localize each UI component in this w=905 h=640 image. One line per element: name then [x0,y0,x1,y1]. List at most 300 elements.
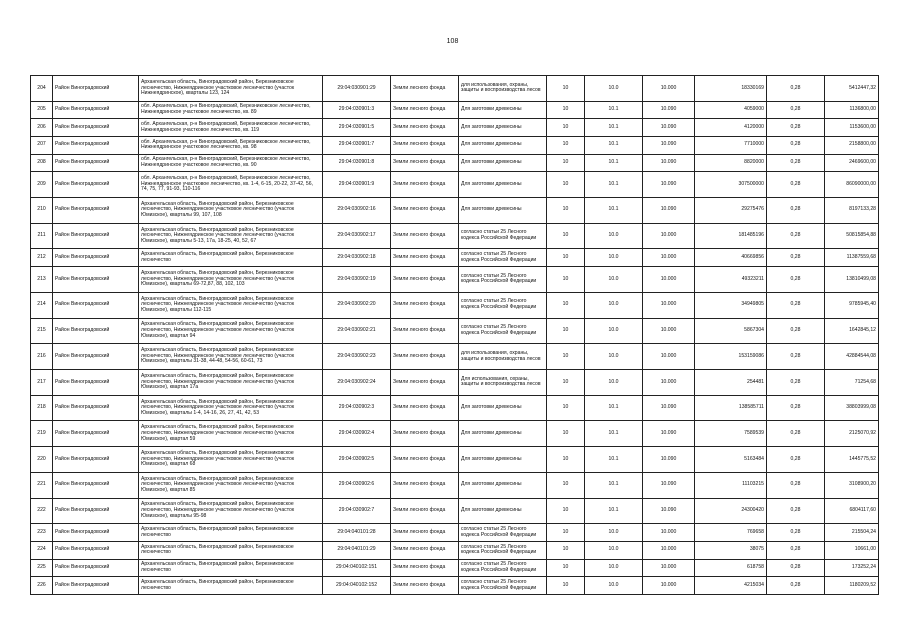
value-a-cell: 10 [547,76,585,102]
land-category-cell: Земли лесного фонда [391,421,459,447]
amount-cell: 6804117,60 [825,498,879,524]
rate-cell: 0,28 [767,172,825,198]
district-cell: Район Виноградовский [53,318,139,344]
value-a-cell: 10 [547,249,585,267]
location-cell: Архангельская область, Виноградовский район, Березниковское лесничество, Нижнеядринское участковое лесничество (участок Юмизское), квартал 17а [139,370,323,396]
amount-cell: 2158800,00 [825,136,879,154]
rate-cell: 0,28 [767,472,825,498]
land-category-cell: Земли лесного фонда [391,447,459,473]
value-b-cell: 10.0 [585,559,643,577]
district-cell: Район Виноградовский [53,119,139,137]
value-a-cell: 10 [547,577,585,595]
value-c-cell: 10.000 [643,318,695,344]
value-b-cell: 10.1 [585,197,643,223]
value-b-cell: 10.0 [585,344,643,370]
area-cell: 769658 [695,524,767,542]
land-category-cell: Земли лесного фонда [391,76,459,102]
value-a-cell: 10 [547,498,585,524]
table-row [31,197,879,223]
land-category-cell: Земли лесного фонда [391,172,459,198]
land-category-cell: Земли лесного фонда [391,395,459,421]
value-b-cell: 10.0 [585,223,643,249]
row-number: 214 [31,292,53,318]
cadastral-number-cell: 29:04:040102:152 [323,577,391,595]
district-cell: Район Виноградовский [53,136,139,154]
cadastral-number-cell: 29:04:030901:9 [323,172,391,198]
area-cell: 7710000 [695,136,767,154]
permitted-use-cell: Для заготовки древесины [459,154,547,172]
table-row [31,136,879,154]
cadastral-number-cell: 29:04:040101:28 [323,524,391,542]
district-cell: Район Виноградовский [53,249,139,267]
land-category-cell: Земли лесного фонда [391,267,459,293]
land-category-cell: Земли лесного фонда [391,318,459,344]
value-a-cell: 10 [547,292,585,318]
value-a-cell: 10 [547,318,585,344]
amount-cell: 50815854,88 [825,223,879,249]
table-row [31,172,879,198]
cadastral-number-cell: 29:04:030901:5 [323,119,391,137]
permitted-use-cell: Для заготовки древесины [459,395,547,421]
rate-cell: 0,28 [767,101,825,119]
permitted-use-cell: Для использования, охраны, защиты и воспроизводства лесов [459,370,547,396]
location-cell: Архангельская область, Виноградовский район, Березниковское лесничество, Нижнеядринское участковое лесничество (участок Юмизское), квартал 94 [139,318,323,344]
rate-cell: 0,28 [767,542,825,560]
permitted-use-cell: Для заготовки древесины [459,197,547,223]
permitted-use-cell: для использования, охраны, защиты и воспроизводства лесов [459,76,547,102]
row-number: 209 [31,172,53,198]
value-b-cell: 10.1 [585,136,643,154]
location-cell: Архангельская область, Виноградовский район, Березниковское лесничество, Нижнеядринское участковое лесничество (участок Юмизское), кварталы 99, 107, 108 [139,197,323,223]
value-b-cell: 10.0 [585,524,643,542]
value-c-cell: 10.090 [643,101,695,119]
cadastral-number-cell: 29:04:040101:29 [323,542,391,560]
value-c-cell: 10.090 [643,154,695,172]
value-b-cell: 10.1 [585,472,643,498]
table-row [31,447,879,473]
area-cell: 138585711 [695,395,767,421]
value-c-cell: 10.090 [643,136,695,154]
land-category-cell: Земли лесного фонда [391,197,459,223]
location-cell: Архангельская область, Виноградовский район, Березниковское лесничество, Нижнеядринское участковое лесничество (участок Юмизское), квартал 59 [139,421,323,447]
row-number: 206 [31,119,53,137]
value-b-cell: 10.0 [585,249,643,267]
cadastral-number-cell: 29:04:030902:21 [323,318,391,344]
row-number: 219 [31,421,53,447]
value-b-cell: 10.1 [585,154,643,172]
value-a-cell: 10 [547,395,585,421]
district-cell: Район Виноградовский [53,76,139,102]
location-cell: Архангельская область, Виноградовский район, Березниковское лесничество, Нижнеядринское участковое лесничество (участок Юмизское), кварталы 1-4, 14-16, 26, 27, 41, 42, 53 [139,395,323,421]
value-b-cell: 10.0 [585,267,643,293]
row-number: 207 [31,136,53,154]
value-c-cell: 10.000 [643,559,695,577]
area-cell: 34949805 [695,292,767,318]
location-cell: Архангельская область, Виноградовский район, Березниковское лесничество [139,249,323,267]
amount-cell: 1180209,52 [825,577,879,595]
area-cell: 618758 [695,559,767,577]
row-number: 204 [31,76,53,102]
table-row [31,249,879,267]
rate-cell: 0,28 [767,421,825,447]
district-cell: Район Виноградовский [53,421,139,447]
amount-cell: 86090000,00 [825,172,879,198]
area-cell: 40669856 [695,249,767,267]
cadastral-number-cell: 29:04:030902:23 [323,344,391,370]
land-category-cell: Земли лесного фонда [391,292,459,318]
cadastral-number-cell: 29:04:030902:6 [323,472,391,498]
value-b-cell: 10.1 [585,101,643,119]
area-cell: 307500000 [695,172,767,198]
area-cell: 153159086 [695,344,767,370]
value-c-cell: 10.090 [643,119,695,137]
value-c-cell: 10.090 [643,172,695,198]
permitted-use-cell: согласно статьи 25 Лесного кодекса Российской Федерации [459,292,547,318]
rate-cell: 0,28 [767,559,825,577]
rate-cell: 0,28 [767,136,825,154]
district-cell: Район Виноградовский [53,292,139,318]
permitted-use-cell: согласно статьи 25 Лесного кодекса Российской Федерации [459,542,547,560]
cadastral-number-cell: 29:04:030902:20 [323,292,391,318]
rate-cell: 0,28 [767,154,825,172]
table-row [31,318,879,344]
rate-cell: 0,28 [767,370,825,396]
value-b-cell: 10.1 [585,498,643,524]
area-cell: 11103215 [695,472,767,498]
table-row [31,559,879,577]
district-cell: Район Виноградовский [53,447,139,473]
permitted-use-cell: Для заготовки древесины [459,421,547,447]
district-cell: Район Виноградовский [53,197,139,223]
table-row [31,267,879,293]
district-cell: Район Виноградовский [53,101,139,119]
value-a-cell: 10 [547,344,585,370]
row-number: 226 [31,577,53,595]
value-a-cell: 10 [547,472,585,498]
permitted-use-cell: согласно статьи 25 Лесного кодекса Российской Федерации [459,318,547,344]
permitted-use-cell: Для заготовки древесины [459,447,547,473]
cadastral-number-cell: 29:04:030902:16 [323,197,391,223]
location-cell: Архангельская область, Виноградовский район, Березниковское лесничество, Нижнеядринское участковое лесничество (участок Юмизское), квартал 68 [139,447,323,473]
cadastral-number-cell: 29:04:030902:24 [323,370,391,396]
table-row [31,223,879,249]
value-a-cell: 10 [547,447,585,473]
amount-cell: 38803999,08 [825,395,879,421]
area-cell: 4120000 [695,119,767,137]
location-cell: Архангельская область, Виноградовский район, Березниковское лесничество, Нижнеядринское участковое лесничество (участок Юмизское), квартал 85 [139,472,323,498]
cadastral-number-cell: 29:04:030902:5 [323,447,391,473]
table-row [31,498,879,524]
amount-cell: 1153600,00 [825,119,879,137]
value-b-cell: 10.1 [585,421,643,447]
rate-cell: 0,28 [767,447,825,473]
row-number: 221 [31,472,53,498]
district-cell: Район Виноградовский [53,559,139,577]
row-number: 210 [31,197,53,223]
permitted-use-cell: Для заготовки древесины [459,472,547,498]
value-c-cell: 10.090 [643,421,695,447]
value-c-cell: 10.000 [643,267,695,293]
value-c-cell: 10.090 [643,447,695,473]
value-b-cell: 10.1 [585,447,643,473]
amount-cell: 13810499,08 [825,267,879,293]
value-a-cell: 10 [547,267,585,293]
location-cell: Архангельская область, Виноградовский район, Березниковское лесничество, Нижнеядринское участковое лесничество (участок Юмизское), кварталы 5-13, 17а, 18-25, 40, 52, 67 [139,223,323,249]
amount-cell: 42884544,08 [825,344,879,370]
area-cell: 49323211 [695,267,767,293]
row-number: 213 [31,267,53,293]
location-cell: обл. Архангельская, р-н Виноградовский, Березниковское лесничество, Нижнеядринское участковое лесничество, кв. 90 [139,154,323,172]
permitted-use-cell: Для заготовки древесины [459,119,547,137]
land-category-cell: Земли лесного фонда [391,370,459,396]
value-a-cell: 10 [547,197,585,223]
value-c-cell: 10.090 [643,197,695,223]
value-a-cell: 10 [547,559,585,577]
land-category-cell: Земли лесного фонда [391,498,459,524]
land-category-cell: Земли лесного фонда [391,249,459,267]
land-category-cell: Земли лесного фонда [391,524,459,542]
amount-cell: 1642845,12 [825,318,879,344]
district-cell: Район Виноградовский [53,498,139,524]
rate-cell: 0,28 [767,344,825,370]
row-number: 218 [31,395,53,421]
land-category-cell: Земли лесного фонда [391,154,459,172]
amount-cell: 8197133,28 [825,197,879,223]
cadastral-number-cell: 29:04:030902:4 [323,421,391,447]
land-category-cell: Земли лесного фонда [391,119,459,137]
value-a-cell: 10 [547,542,585,560]
value-c-cell: 10.000 [643,344,695,370]
location-cell: Архангельская область, Виноградовский район, Березниковское лесничество [139,577,323,595]
district-cell: Район Виноградовский [53,267,139,293]
value-c-cell: 10.000 [643,223,695,249]
value-c-cell: 10.000 [643,370,695,396]
area-cell: 8820000 [695,154,767,172]
area-cell: 254481 [695,370,767,396]
rate-cell: 0,28 [767,524,825,542]
value-c-cell: 10.090 [643,395,695,421]
value-a-cell: 10 [547,421,585,447]
area-cell: 181485196 [695,223,767,249]
value-a-cell: 10 [547,223,585,249]
area-cell: 18330169 [695,76,767,102]
location-cell: Архангельская область, Виноградовский район, Березниковское лесничество [139,524,323,542]
rate-cell: 0,28 [767,318,825,344]
rate-cell: 0,28 [767,76,825,102]
land-category-cell: Земли лесного фонда [391,101,459,119]
location-cell: Архангельская область, Виноградовский район, Березниковское лесничество [139,542,323,560]
location-cell: Архангельская область, Виноградовский район, Березниковское лесничество, Нижнеядринское участковое лесничество (участок Юмизское), кварталы 95-98 [139,498,323,524]
value-a-cell: 10 [547,119,585,137]
table-row [31,542,879,560]
table-row [31,101,879,119]
value-b-cell: 10.1 [585,395,643,421]
permitted-use-cell: согласно статьи 25 Лесного кодекса Российской Федерации [459,223,547,249]
table-row [31,421,879,447]
table-row [31,119,879,137]
table-row [31,524,879,542]
value-c-cell: 10.000 [643,577,695,595]
amount-cell: 71254,68 [825,370,879,396]
cadastral-number-cell: 29:04:030902:17 [323,223,391,249]
cadastral-number-cell: 29:04:040102:151 [323,559,391,577]
row-number: 223 [31,524,53,542]
value-a-cell: 10 [547,172,585,198]
value-c-cell: 10.000 [643,292,695,318]
location-cell: обл. Архангельская, р-н Виноградовский, Березниковское лесничество, Нижнеядринское участковое лесничество, кв. 98 [139,136,323,154]
area-cell: 5867304 [695,318,767,344]
value-b-cell: 10.0 [585,76,643,102]
table-row [31,472,879,498]
cadastral-number-cell: 29:04:030902:19 [323,267,391,293]
value-b-cell: 10.0 [585,292,643,318]
location-cell: Архангельская область, Виноградовский район, Березниковское лесничество, Нижнеядринское участковое лесничество (участок Юмизское), кварталы 31-38, 44-48, 54-56, 60-61, 73 [139,344,323,370]
amount-cell: 11387559,68 [825,249,879,267]
permitted-use-cell: согласно статьи 25 Лесного кодекса Российской Федерации [459,267,547,293]
cadastral-number-cell: 29:04:030902:7 [323,498,391,524]
value-a-cell: 10 [547,154,585,172]
amount-cell: 10661,00 [825,542,879,560]
district-cell: Район Виноградовский [53,154,139,172]
district-cell: Район Виноградовский [53,172,139,198]
table-row [31,370,879,396]
table-row [31,344,879,370]
location-cell: Архангельская область, Виноградовский район, Березниковское лесничество [139,559,323,577]
rate-cell: 0,28 [767,267,825,293]
area-cell: 38075 [695,542,767,560]
value-b-cell: 10.1 [585,119,643,137]
land-category-cell: Земли лесного фонда [391,577,459,595]
permitted-use-cell: Для заготовки древесины [459,172,547,198]
value-b-cell: 10.0 [585,542,643,560]
rate-cell: 0,28 [767,197,825,223]
row-number: 211 [31,223,53,249]
district-cell: Район Виноградовский [53,577,139,595]
location-cell: Архангельская область, Виноградовский район, Березниковское лесничество, Нижнеядринское участковое лесничество (участок Юмизское), кварталы 69-72,87, 88, 102, 103 [139,267,323,293]
permitted-use-cell: Для заготовки древесины [459,101,547,119]
permitted-use-cell: Для заготовки древесины [459,498,547,524]
permitted-use-cell: согласно статьи 25 Лесного кодекса Российской Федерации [459,559,547,577]
rate-cell: 0,28 [767,249,825,267]
value-c-cell: 10.000 [643,76,695,102]
permitted-use-cell: согласно статьи 25 Лесного кодекса Российской Федерации [459,249,547,267]
value-c-cell: 10.000 [643,524,695,542]
value-c-cell: 10.090 [643,472,695,498]
land-category-cell: Земли лесного фонда [391,344,459,370]
cadastral-number-cell: 29:04:030902:3 [323,395,391,421]
amount-cell: 1445775,52 [825,447,879,473]
land-category-cell: Земли лесного фонда [391,136,459,154]
rate-cell: 0,28 [767,395,825,421]
district-cell: Район Виноградовский [53,472,139,498]
row-number: 212 [31,249,53,267]
table-row [31,292,879,318]
location-cell: Архангельская область, Виноградовский район, Березниковское лесничество, Нижнеядринское участковое лесничество (участок Нижнеядринское), кварталы 123, 124 [139,76,323,102]
permitted-use-cell: Для заготовки древесины [459,136,547,154]
location-cell: обл. Архангельская, р-н Виноградовский, Березниковское лесничество, Нижнеядринское участковое лесничество, кв. 89 [139,101,323,119]
amount-cell: 173252,24 [825,559,879,577]
rate-cell: 0,28 [767,292,825,318]
value-a-cell: 10 [547,370,585,396]
area-cell: 5163484 [695,447,767,473]
value-c-cell: 10.000 [643,542,695,560]
permitted-use-cell: согласно статьи 25 Лесного кодекса Российской Федерации [459,524,547,542]
rate-cell: 0,28 [767,577,825,595]
district-cell: Район Виноградовский [53,542,139,560]
amount-cell: 215504,24 [825,524,879,542]
amount-cell: 2125070,92 [825,421,879,447]
value-b-cell: 10.0 [585,577,643,595]
cadastral-number-cell: 29:04:030901:3 [323,101,391,119]
cadastral-number-cell: 29:04:030901:29 [323,76,391,102]
area-cell: 24300420 [695,498,767,524]
district-cell: Район Виноградовский [53,524,139,542]
district-cell: Район Виноградовский [53,395,139,421]
value-c-cell: 10.000 [643,249,695,267]
land-category-cell: Земли лесного фонда [391,559,459,577]
location-cell: обл. Архангельская, р-н Виноградовский, Березниковское лесничество, Нижнеядринское участковое лесничество, кв. 119 [139,119,323,137]
land-category-cell: Земли лесного фонда [391,472,459,498]
row-number: 222 [31,498,53,524]
row-number: 205 [31,101,53,119]
value-b-cell: 10.1 [585,172,643,198]
district-cell: Район Виноградовский [53,370,139,396]
rate-cell: 0,28 [767,119,825,137]
location-cell: Архангельская область, Виноградовский район, Березниковское лесничество, Нижнеядринское участковое лесничество (участок Юмизское), кварталы 112-115 [139,292,323,318]
row-number: 216 [31,344,53,370]
table-row [31,154,879,172]
row-number: 217 [31,370,53,396]
value-c-cell: 10.090 [643,498,695,524]
amount-cell: 2469600,00 [825,154,879,172]
land-plots-table [30,75,879,595]
land-category-cell: Земли лесного фонда [391,542,459,560]
table-row [31,76,879,102]
value-a-cell: 10 [547,136,585,154]
cadastral-number-cell: 29:04:030902:18 [323,249,391,267]
district-cell: Район Виноградовский [53,344,139,370]
value-b-cell: 10.0 [585,318,643,344]
amount-cell: 9785945,40 [825,292,879,318]
value-a-cell: 10 [547,101,585,119]
area-cell: 29275476 [695,197,767,223]
cadastral-number-cell: 29:04:030901:7 [323,136,391,154]
table-body [31,76,879,595]
amount-cell: 3108900,20 [825,472,879,498]
row-number: 215 [31,318,53,344]
area-cell: 7589539 [695,421,767,447]
cadastral-number-cell: 29:04:030901:8 [323,154,391,172]
location-cell: обл. Архангельская, р-н Виноградовский, Березниковское лесничество, Нижнеядринское участковое лесничество, кв. 1-4, 6-15, 20-22, 37-42, 56, 74, 75, 77, 91-93, 110-116 [139,172,323,198]
amount-cell: 1136800,00 [825,101,879,119]
page-number: 108 [446,38,459,45]
district-cell: Район Виноградовский [53,223,139,249]
row-number: 208 [31,154,53,172]
permitted-use-cell: для использования, охраны, защиты и воспроизводства лесов [459,344,547,370]
rate-cell: 0,28 [767,498,825,524]
row-number: 225 [31,559,53,577]
table-row [31,577,879,595]
area-cell: 4059000 [695,101,767,119]
land-category-cell: Земли лесного фонда [391,223,459,249]
area-cell: 4215034 [695,577,767,595]
permitted-use-cell: согласно статьи 25 Лесного кодекса Российской Федерации [459,577,547,595]
table-row [31,395,879,421]
value-a-cell: 10 [547,524,585,542]
amount-cell: 5412447,32 [825,76,879,102]
row-number: 224 [31,542,53,560]
rate-cell: 0,28 [767,223,825,249]
